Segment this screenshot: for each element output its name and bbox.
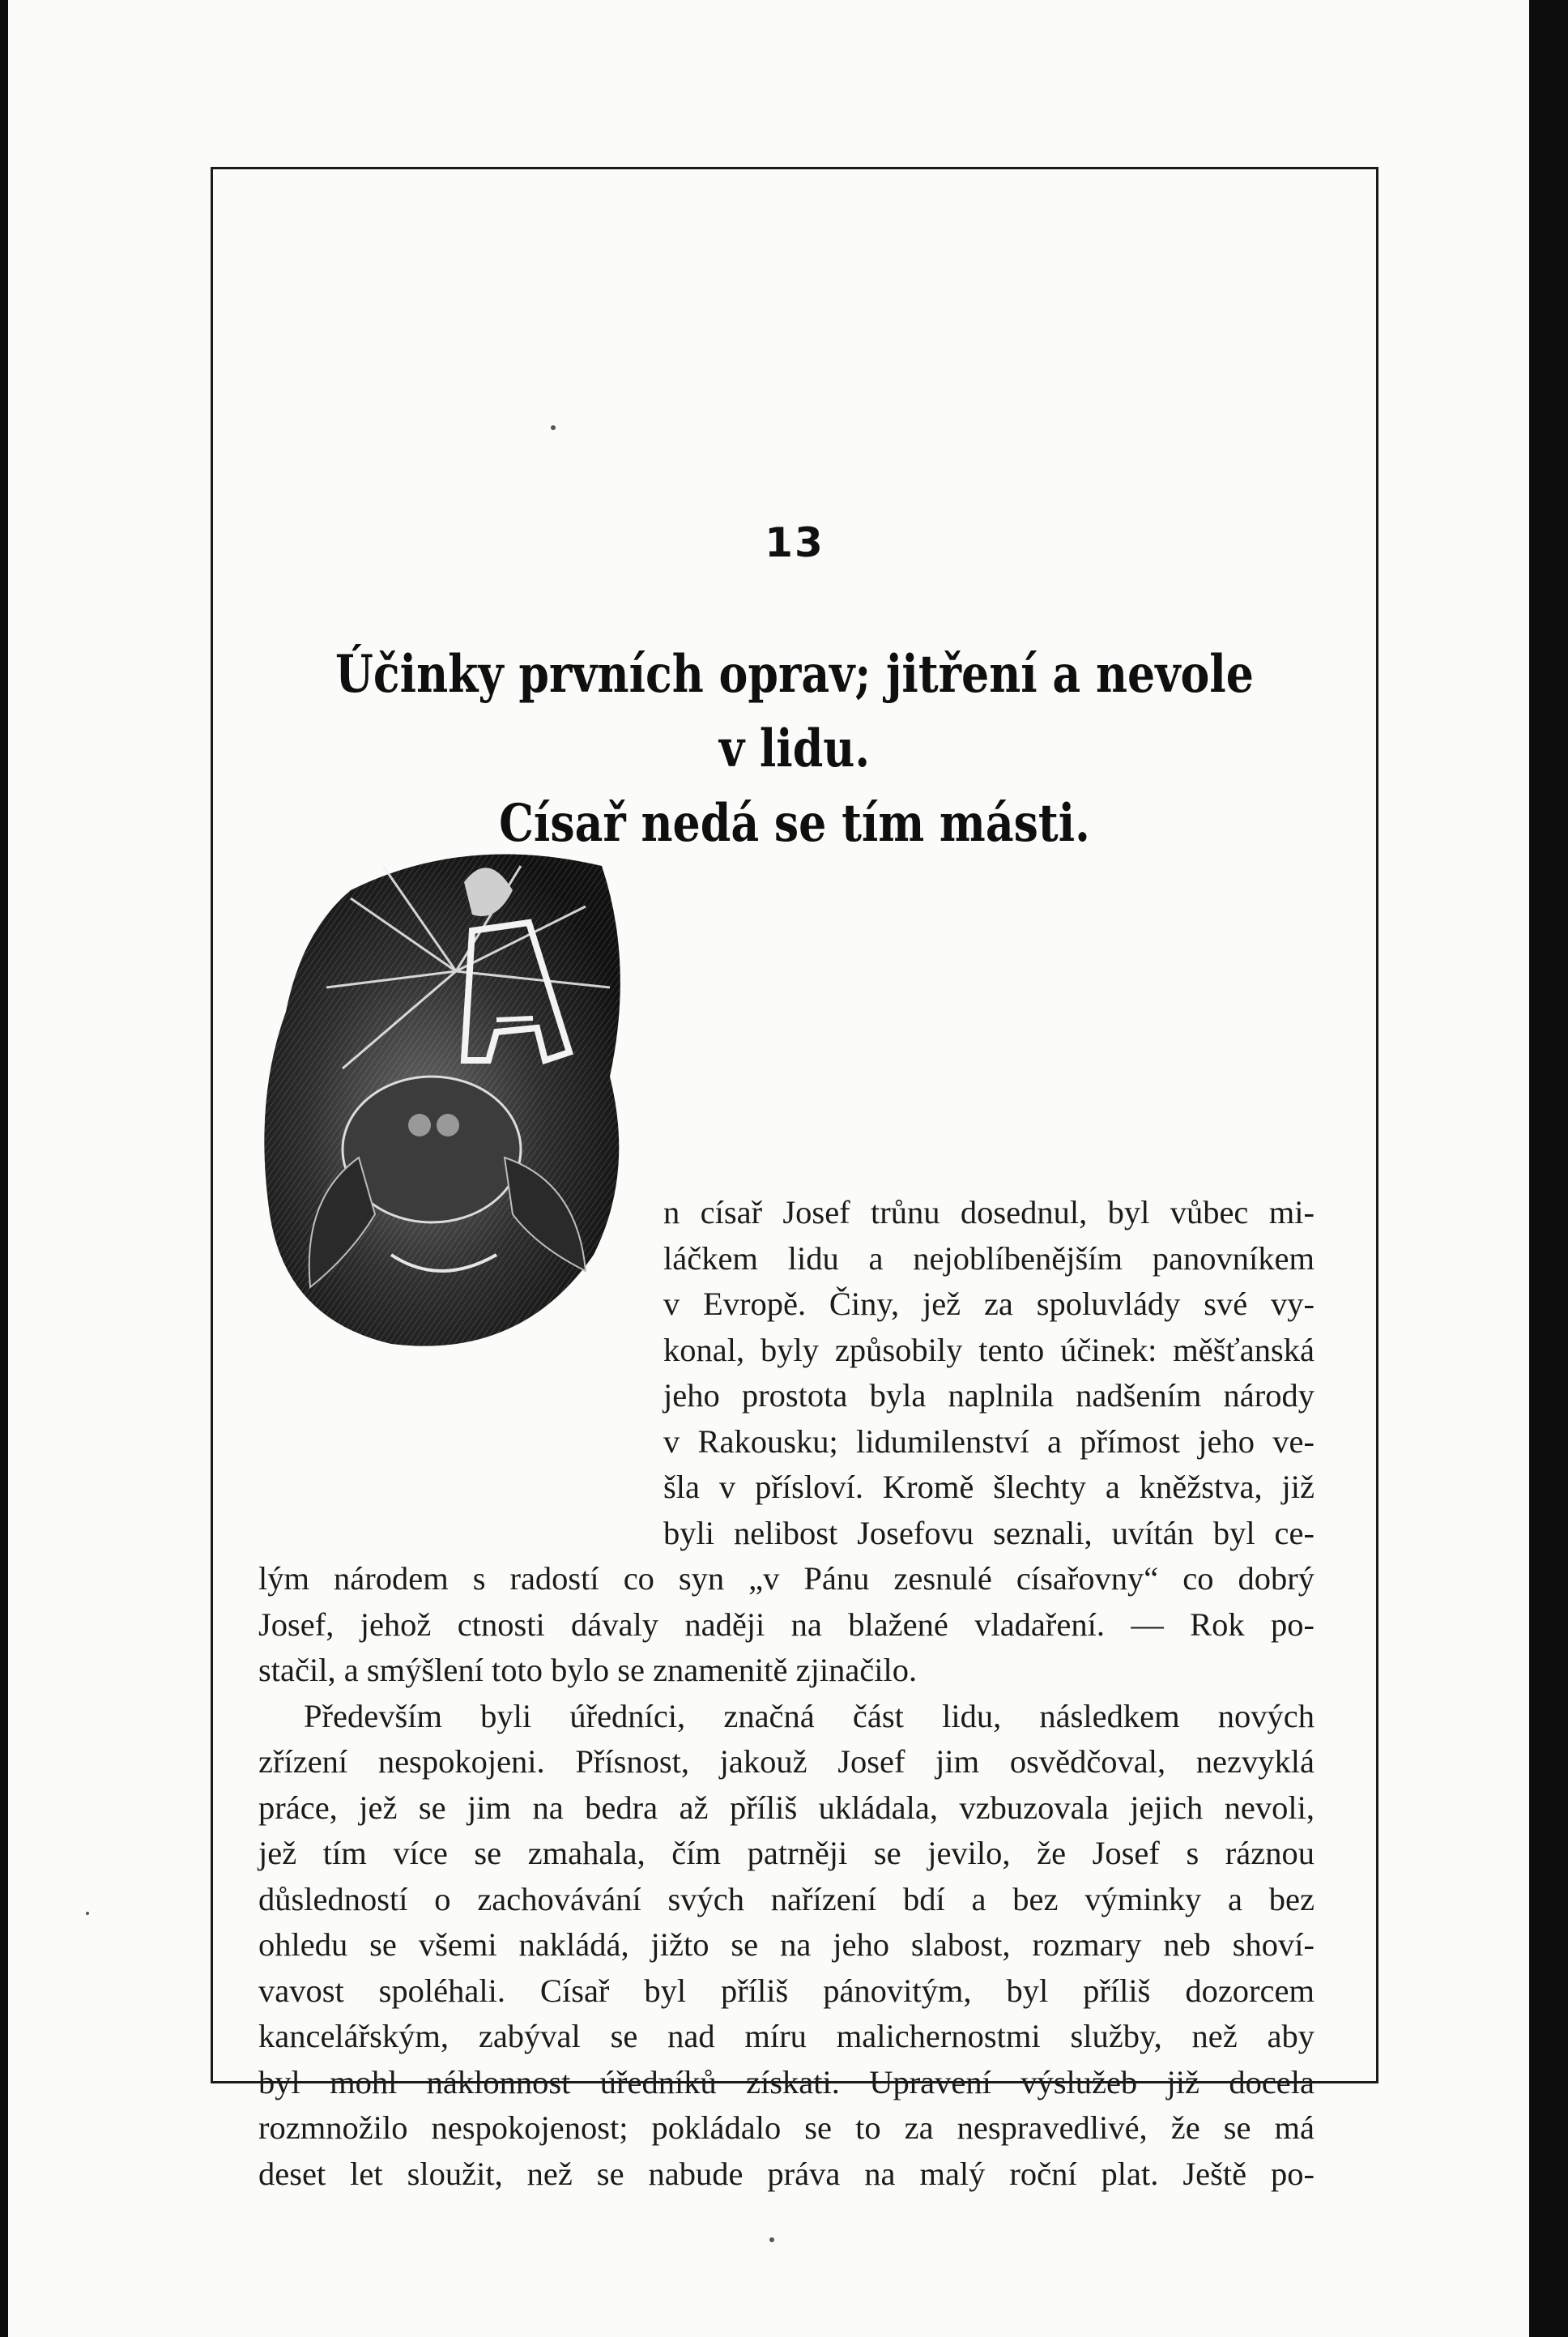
body-line: v Rakousku; lidumilenství a přímost jeho ve- (663, 1422, 1314, 1460)
paper-speck (769, 2237, 774, 2242)
body-line: rozmnožilo nespokojenost; pokládalo se to za nespravedlivé, že se má (258, 2109, 1314, 2146)
body-line: vavost spoléhali. Císař byl příliš pánovitým, byl příliš dozorcem (258, 1972, 1314, 2009)
body-line: v Evropě. Činy, jež za spoluvlády své vy- (663, 1286, 1314, 1322)
body-line: zřízení nespokojeni. Přísnost, jakouž Josef jim osvědčoval, nezvyklá (258, 1743, 1314, 1780)
body-line: Josef, jehož ctnosti dávaly naději na blažené vladaření. — Rok po- (258, 1606, 1314, 1643)
body-line: Především byli úředníci, značná část lidu, následkem nových (304, 1697, 1314, 1734)
chapter-number: 13 (765, 519, 824, 566)
body-line: n císař Josef trůnu dosednul, byl vůbec mi- (663, 1194, 1314, 1230)
paper-speck (86, 1912, 89, 1915)
body-line: šla v přísloví. Kromě šlechty a kněžstva, již (663, 1469, 1314, 1505)
body-line: konal, byly způsobily tento účinek: měšťanská (663, 1331, 1314, 1368)
body-line: byl mohl náklonnost úředníků získati. Upravení výslužeb již docela (258, 2063, 1314, 2100)
body-line: lým národem s radostí co syn „v Pánu zesnulé císařovny“ co dobrý (258, 1560, 1314, 1597)
body-line: jeho prostota byla naplnila nadšením národy (663, 1377, 1314, 1414)
body-line: jež tím více se zmahala, čím patrněji se jevilo, že Josef s ráznou (258, 1835, 1314, 1871)
page-border-frame (211, 167, 1378, 2192)
body-line: práce, jež se jim na bedra až příliš ukládala, vzbuzovala jejich nevoli, (258, 1789, 1314, 1826)
body-line: ohledu se všemi nakládá, jižto se na jeho slabost, rozmary neb shoví- (258, 1926, 1314, 1963)
chapter-body-text (258, 1190, 1314, 2197)
body-line: byli nelibost Josefovu seznali, uvítán byl ce- (663, 1514, 1314, 1551)
body-line: stačil, a smýšlení toto bylo se znamenitě zjinačilo. (258, 1652, 918, 1688)
body-line: kancelářským, zabýval se nad míru malichernostmi služby, než aby (258, 2018, 1314, 2054)
book-page (8, 0, 1529, 2337)
body-line: důsledností o zachovávání svých nařízení bdí a bez výminky a bez (258, 1880, 1314, 1917)
body-line: láčkem lidu a nejoblíbenějším panovníkem (663, 1239, 1314, 1277)
paper-speck (551, 425, 556, 430)
chapter-title (320, 638, 1270, 861)
chapter-title-line-2: Císař nedá se tím másti. (499, 793, 1090, 854)
chapter-title-line-1: Účinky prvních oprav; jitření a nevole v lidu. (335, 644, 1254, 779)
body-line: deset let sloužit, než se nabude práva na malý roční plat. Ještě po- (258, 2155, 1314, 2192)
